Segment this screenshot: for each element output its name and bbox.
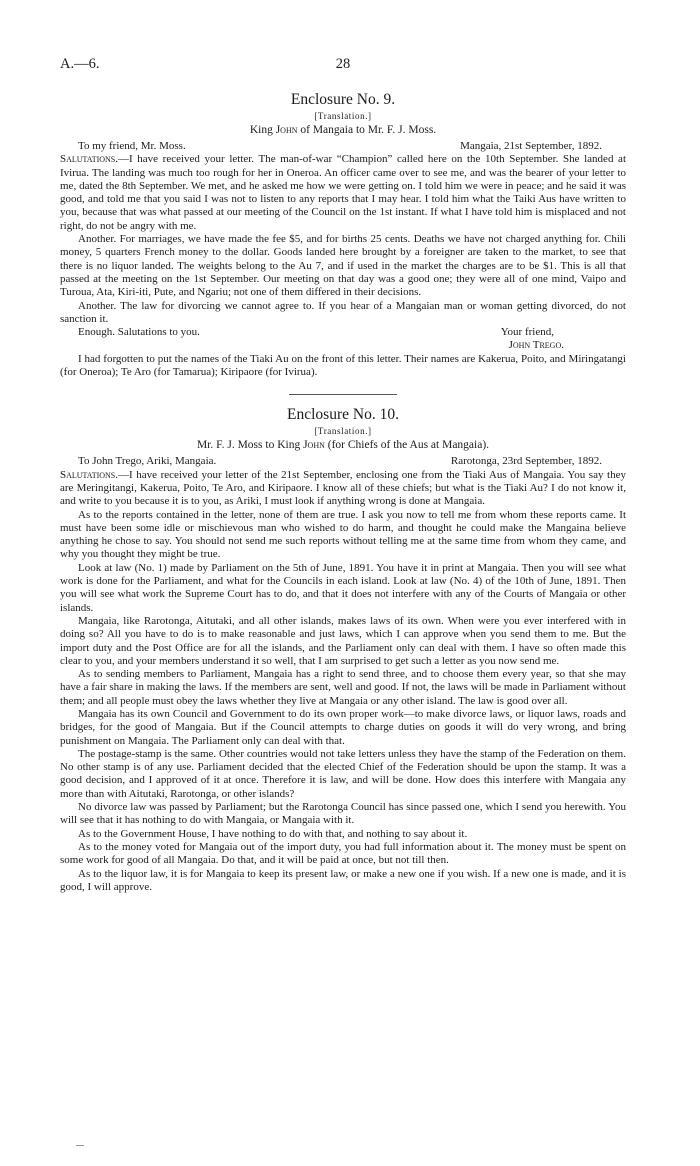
enclosure-9-heading: Enclosure No. 9. — [290, 91, 396, 108]
enclosure-9-title: King John of Mangaia to Mr. F. J. Moss. — [249, 124, 437, 136]
enclosure-10-paragraph: As to the money voted for Mangaia out of the import duty, you had full information about it. The money must be spent on some work for good of all Mangaia. Do that, and it will be paid at once, but not till then. — [60, 840, 626, 867]
enclosure-9-paragraph: Another. For marriages, we have made the fee $5, and for births 25 cents. Deaths we have not charged anything for. Chili money, 5 quarters French money to the dollar. Goods landed here brought by a foreigner are taken to the market, to see that there is no liquor landed. The weights belong to the Au 7, and if used in the market the charges are to be $1. This is all that passed at the meeting on the 1st September. Our meeting on that day was a good one; they were all of one mind, Vaipo and Turoua, Ata, Kiri-iti, Pute, and Ngariu; not one of them differed in their decisions. — [60, 233, 626, 299]
section-divider — [289, 394, 397, 395]
enclosure-10-salutation-line — [60, 455, 626, 468]
enclosure-10-paragraph: As to sending members to Parliament, Mangaia has a right to send three, and to choose them every year, so that she may have a fair share in making the laws. If the members are sent, well and good. If not, the laws will be made in Parliament without them; and all people must obey the laws whether they live at Mangaia or any other island. The law is good over all. — [60, 668, 626, 707]
enclosure-10-title: Mr. F. J. Moss to King John (for Chiefs of the Aus at Mangaia). — [196, 439, 490, 452]
enclosure-10-paragraph: As to the Government House, I have nothing to do with that, and nothing to say about it. — [78, 827, 468, 840]
enclosure-10-paragraph: Mangaia, like Rarotonga, Aitutaki, and all other islands, makes laws of its own. When were you ever interfered with in doing so? All you have to do is to make reasonable and just laws, which I can approve when you send them to me. But the import duty and the Post Office are for all the islands, and the Parliament only can deal with them. I have so often made this clear to you, and your members understand it so well, that I am surprised to get such a letter as you now send me. — [60, 614, 626, 667]
signature: John Trego. — [508, 339, 564, 352]
enclosure-9-closing — [60, 326, 626, 339]
enclosure-9-paragraph: Salutations.—I have received your letter. The man-of-war “Champion” called here on the 10th September. She landed at Ivirua. The landing was much too rough for her in Oneroa. An officer came over to see me, and was the bearer of your letter to me, dated the 8th September. We met, and he asked me how we were getting on. I told him we were in peace; and he said it was good, and told me that you said I was not to listen to any reports that I may hear. I told him what the Taiki Aus have written to you, because that was what passed at our meeting of the Council on the 1st instant. If what I have told him is misplaced and not right, do not be angry with me. — [60, 153, 626, 232]
enclosure-9-postscript: I had forgotten to put the names of the Tiaki Au on the front of this letter. Their names are Kakerua, Poito, and Miringatangi (for Oneroa); Te Aro (for Tamarua); Kiripaore (for Ivirua). — [60, 352, 626, 379]
enclosure-9-translation-label: [Translation.] — [314, 111, 372, 121]
enclosure-10-heading: Enclosure No. 10. — [287, 406, 399, 424]
report-code: A.—6. — [60, 56, 100, 72]
closing-friend: Your friend, — [500, 326, 554, 339]
addressee: To my friend, Mr. Moss. — [78, 140, 186, 152]
enclosure-9-salutation-line — [60, 140, 626, 153]
place-date: Mangaia, 21st September, 1892. — [460, 140, 602, 152]
closing-salutation: Enough. Salutations to you. — [78, 326, 200, 339]
enclosure-10-paragraph: Mangaia has its own Council and Government to do its own proper work—to make divorce laws, or liquor laws, roads and bridges, for the good of Mangaia. But if the Council attempts to charge duties on goods it will do very wrong, and bring punishment on Mangaia. The Parliament only can deal with that. — [60, 707, 626, 747]
scan-mark — [76, 1145, 84, 1146]
place-date: Rarotonga, 23rd September, 1892. — [450, 455, 602, 468]
enclosure-10-paragraph: Look at law (No. 1) made by Parliament on the 5th of June, 1891. You have it in print at Mangaia. Then you will see what work is done for the Parliament, and what for the Councils in each island. Look at law (No. 4) of the 10th of June, 1891. Then you will see what work the Supreme Court has to do, and that it does not interfere with any of the Courts of Mangaia or other islands. — [60, 561, 626, 614]
enclosure-10-paragraph: As to the reports contained in the letter, none of them are true. I ask you now to tell me from whom these reports came. It must have been some idle or mischievous man who wished to do harm, and thought he could make the Mangaina believe anything he chose to say. You should not send me such reports without telling me at the same time from whom they came, and why you thought they might be true. — [60, 508, 626, 561]
enclosure-10-paragraph: As to the liquor law, it is for Mangaia to keep its present law, or make a new one if you wish. If a new one is made, and it is good, I will approve. — [60, 867, 626, 893]
addressee: To John Trego, Ariki, Mangaia. — [78, 455, 217, 468]
enclosure-10-paragraph: The postage-stamp is the same. Other countries would not take letters unless they have the stamp of the Federation on them. No other stamp is of any use. Parliament decided that the elected Chief of the Federation should be upon the stamp. It was a good decision, and I approved of it at once. Therefore it is law, and will be done. How does this interfere with Mangaia any more than with Aitutaki, Rarotonga, or other islands? — [60, 747, 626, 800]
enclosure-10-translation-label: [Translation.] — [314, 426, 372, 437]
page-header — [60, 58, 626, 76]
enclosure-9-paragraph: Another. The law for divorcing we cannot agree to. If you hear of a Mangaian man or woman getting divorced, do not sanction it. — [60, 299, 626, 325]
page-number: 28 — [335, 56, 351, 72]
enclosure-10-paragraph: No divorce law was passed by Parliament; but the Rarotonga Council has since passed one, which I send you herewith. You will see that it has nothing to do with Mangaia, or Mangaia with it. — [60, 801, 626, 827]
enclosure-10-paragraph: Salutations.—I have received your letter of the 21st September, enclosing one from the Tiaki Aus of Mangaia. You say they are Meringitangi, Kakerua, Poito, Te Aro, and Kiripaore. I know all of these chiefs; but what is the Tiaki Au? I do not know it, and write to you because it is to you, as Ariki, I must look if anything wrong is done at Mangaia. — [60, 468, 626, 508]
enclosure-9 — [60, 91, 626, 894]
